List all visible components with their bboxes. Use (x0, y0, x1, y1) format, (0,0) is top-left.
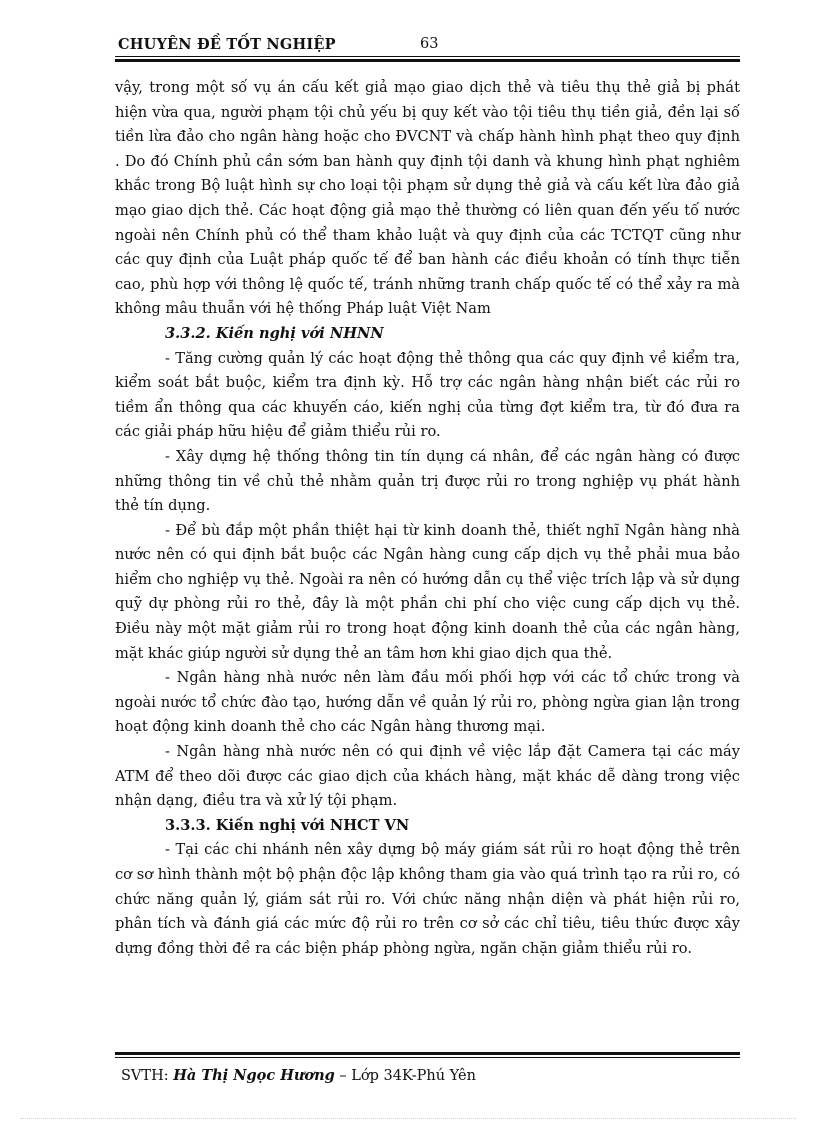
paragraph-nhnn-4: - Ngân hàng nhà nước nên làm đầu mối phối hợp với các tổ chức trong và ngoài nước tổ chức đào tạo, hướng dẫn về quản lý rủi ro, phòng ngừa gian lận trong hoạt động kinh doanh thẻ cho các Ngân hàng thương mại. (115, 669, 740, 736)
header-rule-thick (115, 59, 740, 62)
footer-rule-thick (115, 1052, 740, 1055)
header-title: CHUYÊN ĐỀ TỐT NGHIỆP (118, 36, 336, 53)
paragraph-nhnn-1: - Tăng cường quản lý các hoạt động thẻ thông qua các quy định về kiểm tra, kiểm soát bắt buộc, kiểm tra định kỳ. Hỗ trợ các ngân hàng nhận biết các rủi ro tiềm ẩn thông qua các khuyến cáo, kiến nghị của từng đợt kiểm tra, từ đó đưa ra các giải pháp hữu hiệu để giảm thiểu rủi ro. (115, 349, 740, 441)
student-name: Hà Thị Ngọc Hương (173, 1067, 335, 1084)
class-info: – Lớp 34K-Phú Yên (334, 1068, 476, 1084)
footer-rule-thin (115, 1057, 740, 1058)
document-body (115, 76, 740, 961)
section-heading-3-3-3: 3.3.3. Kiến nghị với NHCT VN (165, 816, 410, 834)
header-rule-thin (115, 56, 740, 57)
paragraph-intro: vậy, trong một số vụ án cấu kết giả mạo giao dịch thẻ và tiêu thụ thẻ giả bị phát hiện vừa qua, người phạm tội chủ yếu bị quy kết vào tội tiêu thụ tiền giả, đền lại số tiền lừa đảo cho ngân hàng hoặc cho ĐVCNT và chấp hành hình phạt theo quy định . Do đó Chính phủ cần sớm ban hành quy định tội danh và khung hình phạt nghiêm khắc trong Bộ luật hình sự cho loại tội phạm sử dụng thẻ giả và cấu kết lừa đảo giả mạo giao dịch thẻ. Các hoạt động giả mạo thẻ thường có liên quan đến yếu tố nước ngoài nên Chính phủ có thể tham khảo luật và quy định của các TCTQT cũng như các quy định của Luật pháp quốc tế để ban hành các điều khoản có tính thực tiễn cao, phù hợp với thông lệ quốc tế, tránh những tranh chấp quốc tế có thể xảy ra mà không mâu thuẫn với hệ thống Pháp luật Việt Nam (115, 79, 740, 318)
paragraph-nhnn-2: - Xây dựng hệ thống thông tin tín dụng cá nhân, để các ngân hàng có được những thông tin về chủ thẻ nhằm quản trị được rủi ro trong nghiệp vụ phát hành thẻ tín dụng. (115, 447, 740, 515)
footer-author (121, 1067, 476, 1084)
footer-prefix: SVTH: (121, 1068, 174, 1084)
page-bottom-edge (20, 1118, 796, 1119)
paragraph-nhnn-3: - Để bù đắp một phần thiệt hại từ kinh doanh thẻ, thiết nghĩ Ngân hàng nhà nước nên có qui định bắt buộc các Ngân hàng cung cấp dịch vụ thẻ phải mua bảo hiểm cho nghiệp vụ thẻ. Ngoài ra nên có hướng dẫn cụ thể việc trích lập và sử dụng quỹ dự phòng rủi ro thẻ, đây là một phần chi phí cho việc cung cấp dịch vụ thẻ. Điều này một mặt giảm rủi ro trong hoạt động kinh doanh thẻ của các ngân hàng, mặt khác giúp người sử dụng thẻ an tâm hơn khi giao dịch qua thẻ. (115, 521, 740, 662)
paragraph-nhnn-5: - Ngân hàng nhà nước nên có qui định về việc lắp đặt Camera tại các máy ATM để theo dõi được các giao dịch của khách hàng, mặt khác dễ dàng trong việc nhận dạng, điều tra và xử lý tội phạm. (115, 743, 740, 810)
page-header (115, 36, 740, 62)
section-heading-3-3-2: 3.3.2. Kiến nghị với NHNN (165, 324, 384, 342)
paragraph-nhct-1: - Tại các chi nhánh nên xây dựng bộ máy giám sát rủi ro hoạt động thẻ trên cơ sơ hình thành một bộ phận độc lập không tham gia vào quá trình tạo ra rủi ro, có chức năng quản lý, giám sát rủi ro. Với chức năng nhận diện và phát hiện rủi ro, phân tích và đánh giá các mức độ rủi ro trên cơ sở các chỉ tiêu, tiêu thức được xây dựng đồng thời đề ra các biện pháp phòng ngừa, ngăn chặn giảm thiểu rủi ro. (115, 841, 740, 957)
page-number: 63 (420, 36, 439, 52)
